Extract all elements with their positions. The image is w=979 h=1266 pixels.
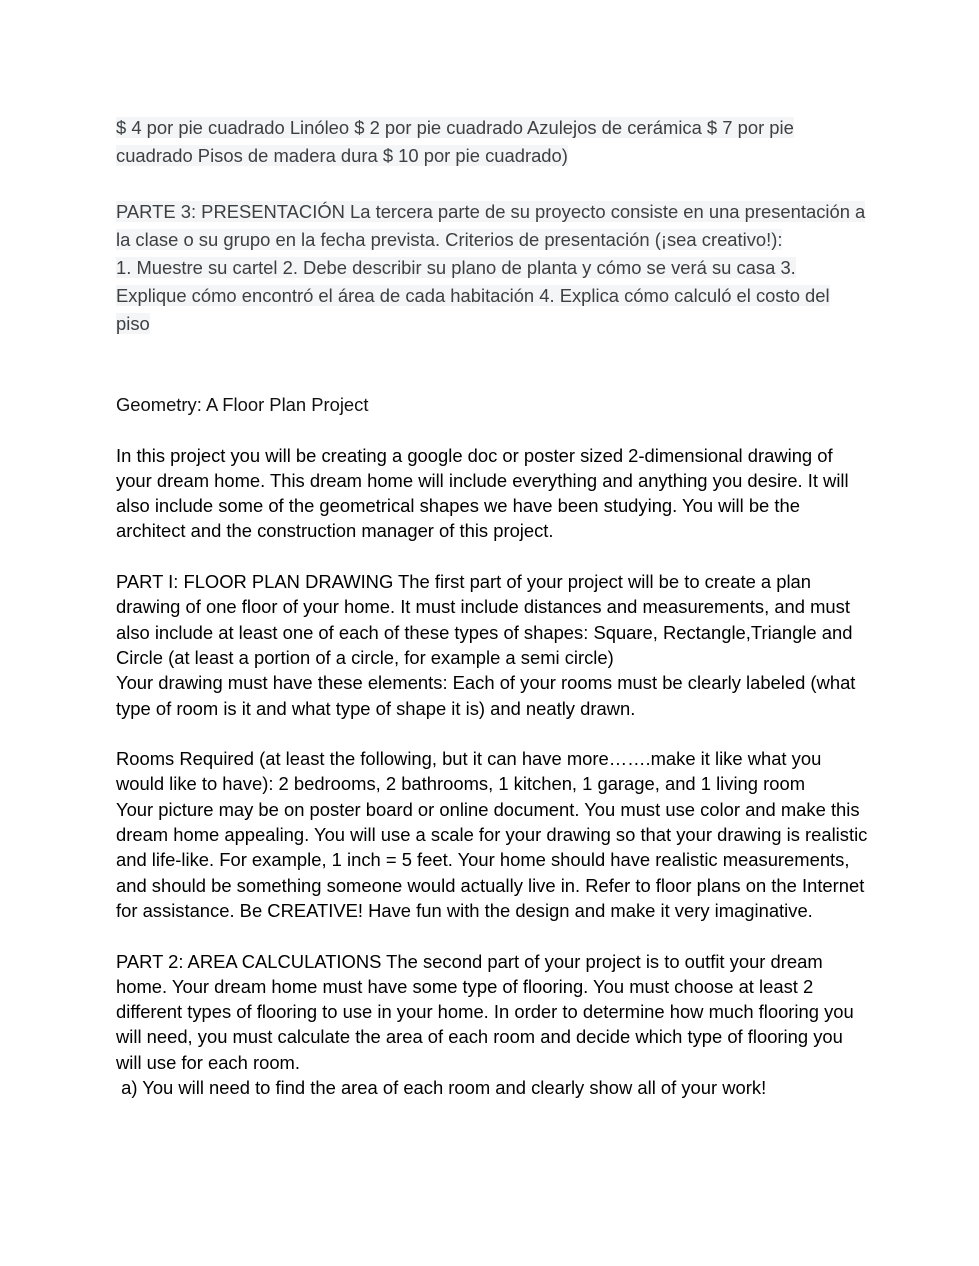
spanish-part3-intro-text: PARTE 3: PRESENTACIÓN La tercera parte de su proyecto consiste en una presentación a la clase o su grupo en la fecha prevista. Criterios de presentación (¡sea creativo!): [116, 201, 866, 250]
spacer [116, 544, 868, 569]
spacer [116, 417, 868, 442]
spanish-flooring-prices-text: $ 4 por pie cuadrado Linóleo $ 2 por pie cuadrado Azulejos de cerámica $ 7 por pie cuadrado Pisos de madera dura $ 10 por pie cuadrado) [116, 117, 794, 166]
document-body [116, 114, 868, 1100]
spacer [116, 923, 868, 948]
spanish-flooring-prices [116, 114, 868, 170]
intro-paragraph: In this project you will be creating a google doc or poster sized 2-dimensional drawing of your dream home. This dream home will include everything and anything you desire. It will also include some of the geometrical shapes we have been studying. You will be the architect and the construction manager of this project. [116, 444, 849, 542]
part1-paragraph: PART I: FLOOR PLAN DRAWING The first part of your project will be to create a plan drawing of one floor of your home. It must include distances and measurements, and must also include at least one of each of these types of shapes: Square, Rectangle,Triangle and Circle (at least a portion of a circle, for example a semi circle) [116, 571, 853, 668]
spacer [116, 170, 868, 198]
part2-item-a: a) You will need to find the area of each room and clearly show all of your work! [116, 1077, 767, 1099]
document-title: Geometry: A Floor Plan Project [116, 394, 369, 415]
spacer [116, 338, 868, 392]
spanish-part3-intro [116, 198, 868, 254]
poster-instructions-paragraph: Your picture may be on poster board or online document. You must use color and make this dream home appealing. You will use a scale for your drawing so that your drawing is realistic and life-like. For example, 1 inch = 5 feet. Your home should have realistic measurements, and should be something someone would actually live in. Refer to floor plans on the Internet for assistance. Be CREATIVE! Have fun with the design and make it very imaginative. [116, 798, 868, 921]
part1-elements-paragraph: Your drawing must have these elements: Each of your rooms must be clearly labeled (what type of room is it and what type of shape it is) and neatly drawn. [116, 672, 856, 719]
spanish-part3-criteria [116, 254, 868, 338]
spanish-part3-criteria-text: 1. Muestre su cartel 2. Debe describir su plano de planta y cómo se verá su casa 3. Explique cómo encontró el área de cada habitación 4. Explica cómo calculó el costo del piso [116, 257, 830, 334]
spacer [116, 721, 868, 746]
rooms-required-paragraph: Rooms Required (at least the following, but it can have more…….make it like what you would like to have): 2 bedrooms, 2 bathrooms, 1 kitchen, 1 garage, and 1 living room [116, 748, 822, 795]
part2-paragraph: PART 2: AREA CALCULATIONS The second part of your project is to outfit your dream home. Your dream home must have some type of flooring. You must choose at least 2 different types of flooring to use in your home. In order to determine how much flooring you will need, you must calculate the area of each room and decide which type of flooring you will use for each room. [116, 950, 854, 1073]
